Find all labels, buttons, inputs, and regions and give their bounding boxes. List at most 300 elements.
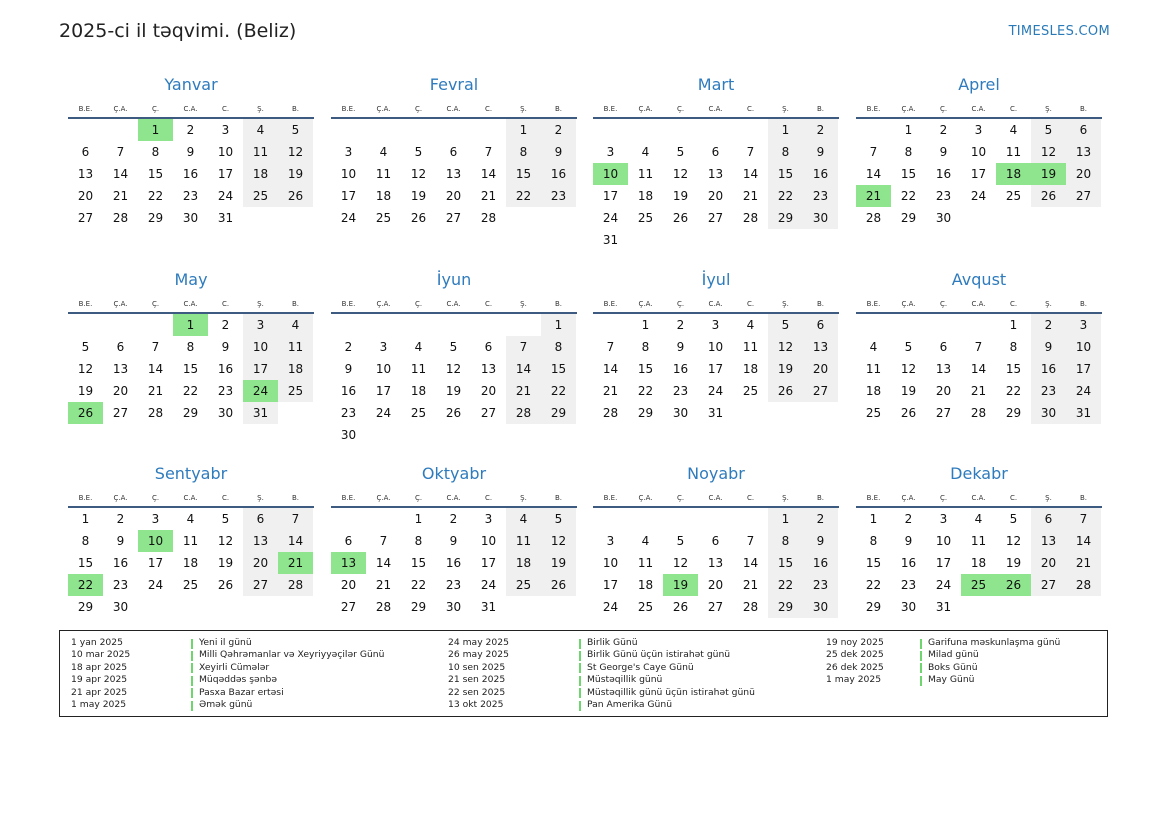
day-cell: 23 <box>803 574 838 596</box>
day-cell: 17 <box>602 189 619 203</box>
day-cell: 18 <box>970 556 987 570</box>
day-cell: 17 <box>935 556 952 570</box>
weekday-header <box>593 490 839 508</box>
day-cell: 24 <box>1066 380 1101 402</box>
day-cell: 12 <box>672 556 689 570</box>
empty-cell <box>506 596 541 618</box>
weekday-label: B.E. <box>866 300 881 308</box>
day-cell: 17 <box>217 167 234 181</box>
day-cell: 13 <box>445 167 462 181</box>
day-cell: 3 <box>606 534 615 548</box>
day-cell: 19 <box>278 163 313 185</box>
weekday-label: Ç. <box>414 300 423 308</box>
day-cell: 8 <box>541 336 576 358</box>
day-cell: 2 <box>221 318 230 332</box>
day-cell: 4 <box>506 508 541 530</box>
day-cell: 4 <box>869 340 878 354</box>
day-cell: 8 <box>186 340 195 354</box>
day-cell: 12 <box>768 336 803 358</box>
day-cell: 7 <box>974 340 983 354</box>
day-cell: 6 <box>803 314 838 336</box>
week-row <box>68 574 314 596</box>
day-cell: 12 <box>900 362 917 376</box>
day-cell: 18 <box>278 358 313 380</box>
day-cell: 10 <box>1066 336 1101 358</box>
holiday-date: 10 mar 2025 <box>71 649 131 661</box>
holiday-date: 13 okt 2025 <box>448 699 504 710</box>
day-cell: 2 <box>541 119 576 141</box>
week-row <box>331 119 577 141</box>
day-cell: 13 <box>112 362 129 376</box>
day-cell: 20 <box>480 384 497 398</box>
month-block <box>331 74 577 229</box>
day-cell: 1 <box>138 119 173 141</box>
empty-cell <box>506 314 541 336</box>
day-cell: 19 <box>1005 556 1022 570</box>
day-cell: 6 <box>116 340 125 354</box>
day-cell: 6 <box>939 340 948 354</box>
day-cell: 12 <box>541 530 576 552</box>
day-cell: 2 <box>803 508 838 530</box>
day-cell: 22 <box>865 578 882 592</box>
day-cell: 8 <box>414 534 423 548</box>
week-row <box>856 596 1102 618</box>
day-cell: 23 <box>672 384 689 398</box>
day-cell: 5 <box>676 534 685 548</box>
day-cell: 2 <box>186 123 195 137</box>
empty-cell <box>996 207 1031 229</box>
day-cell: 24 <box>602 211 619 225</box>
day-cell: 20 <box>1066 163 1101 185</box>
day-cell: 30 <box>1031 402 1066 424</box>
day-cell: 18 <box>410 384 427 398</box>
week-row <box>856 508 1102 530</box>
day-cell: 9 <box>449 534 458 548</box>
weekday-label: B. <box>1079 300 1088 308</box>
day-cell: 25 <box>1005 189 1022 203</box>
day-cell: 3 <box>711 318 720 332</box>
day-cell: 6 <box>344 534 353 548</box>
weekday-label: B. <box>1079 494 1088 502</box>
weekday-label: B. <box>554 300 563 308</box>
day-cell: 26 <box>278 185 313 207</box>
day-cell: 15 <box>637 362 654 376</box>
day-cell: 12 <box>410 167 427 181</box>
empty-cell <box>401 119 436 141</box>
day-cell: 30 <box>182 211 199 225</box>
weekday-label: C.A. <box>971 494 986 502</box>
day-cell: 20 <box>77 189 94 203</box>
day-cell: 15 <box>865 556 882 570</box>
day-cell: 2 <box>939 123 948 137</box>
day-cell: 18 <box>742 362 759 376</box>
day-cell: 25 <box>742 384 759 398</box>
holiday-marker <box>579 688 581 698</box>
day-cell: 1 <box>414 512 423 526</box>
day-cell: 14 <box>742 556 759 570</box>
week-row <box>331 530 577 552</box>
day-cell: 23 <box>340 406 357 420</box>
day-cell: 4 <box>641 534 650 548</box>
empty-cell <box>506 207 541 229</box>
day-cell: 19 <box>217 556 234 570</box>
week-row <box>68 508 314 530</box>
week-row <box>856 574 1102 596</box>
weekday-label: C. <box>484 300 493 308</box>
holiday-name: Müstəqillik günü üçün istirahət günü <box>587 686 755 698</box>
weekday-label: C.A. <box>708 105 723 113</box>
day-cell: 7 <box>484 145 493 159</box>
day-cell: 15 <box>410 556 427 570</box>
day-cell: 7 <box>116 145 125 159</box>
day-cell: 16 <box>900 556 917 570</box>
weekday-label: C. <box>484 105 493 113</box>
month-name: Aprel <box>958 75 1000 94</box>
holiday-marker <box>920 663 922 673</box>
weekday-label: C.A. <box>708 494 723 502</box>
empty-cell <box>138 596 173 618</box>
day-cell: 2 <box>676 318 685 332</box>
week-row <box>331 508 577 530</box>
empty-cell <box>331 508 366 530</box>
day-cell: 16 <box>182 167 199 181</box>
week-row <box>68 358 314 380</box>
day-cell: 19 <box>672 189 689 203</box>
weekday-label: Ş. <box>1045 494 1052 502</box>
weekday-label: Ş. <box>520 105 527 113</box>
day-cell: 5 <box>278 119 313 141</box>
day-cell: 23 <box>445 578 462 592</box>
week-row <box>331 141 577 163</box>
week-row <box>68 163 314 185</box>
empty-cell <box>628 508 663 530</box>
day-cell: 8 <box>768 141 803 163</box>
day-cell: 7 <box>606 340 615 354</box>
weekday-label: C.A. <box>183 494 198 502</box>
day-cell: 27 <box>480 406 497 420</box>
day-cell: 28 <box>742 211 759 225</box>
holiday-date: 22 sen 2025 <box>448 686 506 698</box>
week-row <box>856 314 1102 336</box>
weekday-header <box>68 490 314 508</box>
day-cell: 20 <box>803 358 838 380</box>
holiday-marker <box>920 639 922 649</box>
weekday-header <box>68 296 314 314</box>
holiday-name: St George's Caye Günü <box>587 661 694 673</box>
empty-cell <box>961 207 996 229</box>
day-cell: 11 <box>970 534 987 548</box>
day-cell: 4 <box>278 314 313 336</box>
day-cell: 26 <box>996 574 1031 596</box>
weekday-label: B. <box>816 494 825 502</box>
day-cell: 28 <box>375 600 392 614</box>
day-cell: 10 <box>138 530 173 552</box>
day-cell: 16 <box>445 556 462 570</box>
day-cell: 19 <box>768 358 803 380</box>
day-cell: 15 <box>506 163 541 185</box>
empty-cell <box>208 596 243 618</box>
month-name: Yanvar <box>164 75 218 94</box>
day-cell: 18 <box>637 578 654 592</box>
weekday-label: Ş. <box>782 494 789 502</box>
day-cell: 20 <box>243 552 278 574</box>
weekday-label: Ç. <box>676 105 685 113</box>
day-cell: 21 <box>856 185 891 207</box>
weekday-label: C.A. <box>183 300 198 308</box>
day-cell: 16 <box>803 163 838 185</box>
day-cell: 25 <box>637 211 654 225</box>
month-name: May <box>174 270 208 289</box>
day-cell: 19 <box>445 384 462 398</box>
week-row <box>331 402 577 424</box>
day-cell: 27 <box>1031 574 1066 596</box>
day-cell: 12 <box>1031 141 1066 163</box>
day-cell: 29 <box>637 406 654 420</box>
day-cell: 28 <box>112 211 129 225</box>
day-cell: 20 <box>340 578 357 592</box>
day-cell: 1 <box>81 512 90 526</box>
holiday-date: 21 sen 2025 <box>448 674 506 686</box>
weekday-label: C.A. <box>708 300 723 308</box>
day-cell: 27 <box>935 406 952 420</box>
day-cell: 13 <box>480 362 497 376</box>
day-cell: 27 <box>803 380 838 402</box>
day-cell: 30 <box>803 207 838 229</box>
month-block <box>856 463 1102 618</box>
week-row <box>68 141 314 163</box>
weekday-label: C. <box>746 300 755 308</box>
day-cell: 29 <box>900 211 917 225</box>
day-cell: 6 <box>243 508 278 530</box>
week-row <box>593 380 839 402</box>
day-cell: 23 <box>803 185 838 207</box>
day-cell: 5 <box>541 508 576 530</box>
day-cell: 28 <box>480 211 497 225</box>
weekday-label: Ç. <box>939 105 948 113</box>
week-row <box>68 552 314 574</box>
day-cell: 29 <box>768 207 803 229</box>
day-cell: 16 <box>672 362 689 376</box>
day-cell: 17 <box>602 578 619 592</box>
day-cell: 12 <box>278 141 313 163</box>
day-cell: 11 <box>182 534 199 548</box>
day-cell: 1 <box>904 123 913 137</box>
empty-cell <box>628 229 663 251</box>
holiday-name: Milad günü <box>928 649 979 661</box>
month-block <box>331 463 577 618</box>
week-row <box>68 380 314 402</box>
empty-cell <box>803 229 838 251</box>
day-cell: 9 <box>904 534 913 548</box>
weekday-label: C. <box>221 105 230 113</box>
day-cell: 30 <box>803 596 838 618</box>
day-cell: 11 <box>243 141 278 163</box>
day-cell: 27 <box>707 600 724 614</box>
holiday-marker <box>191 639 193 649</box>
day-cell: 22 <box>410 578 427 592</box>
weekday-label: B.E. <box>603 300 618 308</box>
empty-cell <box>68 314 103 336</box>
day-cell: 24 <box>243 380 278 402</box>
day-cell: 9 <box>803 141 838 163</box>
day-cell: 29 <box>410 600 427 614</box>
day-cell: 15 <box>77 556 94 570</box>
empty-cell <box>891 314 926 336</box>
day-cell: 3 <box>344 145 353 159</box>
weekday-label: B. <box>554 105 563 113</box>
day-cell: 29 <box>1005 406 1022 420</box>
week-row <box>68 596 314 618</box>
week-row <box>331 424 577 446</box>
day-cell: 25 <box>637 600 654 614</box>
month-block <box>331 269 577 446</box>
empty-cell <box>541 207 576 229</box>
empty-cell <box>1031 596 1066 618</box>
day-cell: 11 <box>375 167 392 181</box>
empty-cell <box>961 314 996 336</box>
holiday-marker <box>579 651 581 661</box>
day-cell: 22 <box>768 574 803 596</box>
empty-cell <box>366 424 401 446</box>
weekday-label: C. <box>746 494 755 502</box>
day-cell: 22 <box>541 380 576 402</box>
day-cell: 13 <box>1066 141 1101 163</box>
month-name: Mart <box>697 75 735 94</box>
holiday-marker <box>920 676 922 686</box>
weekday-label: Ç.A. <box>638 105 653 113</box>
day-cell: 1 <box>869 512 878 526</box>
weekday-label: B.E. <box>603 105 618 113</box>
empty-cell <box>663 229 698 251</box>
weekday-label: Ç. <box>676 300 685 308</box>
holiday-marker <box>579 676 581 686</box>
weekday-label: Ş. <box>520 494 527 502</box>
week-row <box>68 402 314 424</box>
month-block <box>68 463 314 618</box>
holiday-marker <box>191 688 193 698</box>
day-cell: 17 <box>707 362 724 376</box>
week-row <box>593 119 839 141</box>
day-cell: 31 <box>243 402 278 424</box>
day-cell: 25 <box>375 211 392 225</box>
day-cell: 14 <box>602 362 619 376</box>
day-cell: 17 <box>340 189 357 203</box>
empty-cell <box>926 314 961 336</box>
empty-cell <box>471 119 506 141</box>
holiday-marker <box>191 701 193 711</box>
week-row <box>593 552 839 574</box>
empty-cell <box>768 229 803 251</box>
week-row <box>331 574 577 596</box>
day-cell: 3 <box>939 512 948 526</box>
holiday-date: 19 noy 2025 <box>826 637 884 648</box>
week-row <box>593 336 839 358</box>
week-row <box>593 141 839 163</box>
week-row <box>856 552 1102 574</box>
day-cell: 29 <box>541 402 576 424</box>
day-cell: 13 <box>707 556 724 570</box>
week-row <box>856 336 1102 358</box>
weekday-label: Ç.A. <box>638 300 653 308</box>
holiday-name: Milli Qəhrəmanlar və Xeyriyyəçilər Günü <box>199 649 385 661</box>
day-cell: 7 <box>746 145 755 159</box>
day-cell: 8 <box>904 145 913 159</box>
day-cell: 12 <box>1005 534 1022 548</box>
weekday-header <box>856 101 1102 119</box>
day-cell: 22 <box>147 189 164 203</box>
empty-cell <box>996 596 1031 618</box>
day-cell: 14 <box>742 167 759 181</box>
day-cell: 10 <box>593 163 628 185</box>
empty-cell <box>506 424 541 446</box>
day-cell: 13 <box>243 530 278 552</box>
week-row <box>331 163 577 185</box>
day-cell: 4 <box>641 145 650 159</box>
weekday-label: C. <box>1009 300 1018 308</box>
day-cell: 26 <box>68 402 103 424</box>
weekday-label: B. <box>816 105 825 113</box>
weekday-label: B. <box>816 300 825 308</box>
month-block <box>856 74 1102 229</box>
day-cell: 28 <box>278 574 313 596</box>
day-cell: 28 <box>506 402 541 424</box>
day-cell: 2 <box>803 119 838 141</box>
weekday-label: Ç. <box>151 494 160 502</box>
day-cell: 4 <box>974 512 983 526</box>
empty-cell <box>1066 207 1101 229</box>
weekday-label: B. <box>291 105 300 113</box>
day-cell: 29 <box>865 600 882 614</box>
day-cell: 31 <box>217 211 234 225</box>
day-cell: 15 <box>147 167 164 181</box>
day-cell: 19 <box>900 384 917 398</box>
holiday-marker <box>191 651 193 661</box>
empty-cell <box>331 314 366 336</box>
month-block <box>593 74 839 251</box>
day-cell: 8 <box>641 340 650 354</box>
day-cell: 14 <box>375 556 392 570</box>
holiday-marker <box>579 663 581 673</box>
week-row <box>593 358 839 380</box>
day-cell: 22 <box>900 189 917 203</box>
weekday-label: C.A. <box>183 105 198 113</box>
empty-cell <box>173 596 208 618</box>
day-cell: 5 <box>449 340 458 354</box>
day-cell: 1 <box>1009 318 1018 332</box>
day-cell: 7 <box>746 534 755 548</box>
month-block <box>856 269 1102 424</box>
day-cell: 23 <box>935 189 952 203</box>
week-row <box>593 530 839 552</box>
empty-cell <box>663 119 698 141</box>
weekday-label: C. <box>221 494 230 502</box>
weekday-label: C.A. <box>971 300 986 308</box>
day-cell: 6 <box>1031 508 1066 530</box>
month-name: İyul <box>701 270 731 289</box>
day-cell: 1 <box>768 119 803 141</box>
day-cell: 4 <box>746 318 755 332</box>
day-cell: 14 <box>1066 530 1101 552</box>
empty-cell <box>593 508 628 530</box>
brand-link[interactable]: TIMESLES.COM <box>1008 24 1110 39</box>
weekday-label: C.A. <box>446 300 461 308</box>
day-cell: 22 <box>182 384 199 398</box>
day-cell: 24 <box>970 189 987 203</box>
holiday-name: Birlik Günü <box>587 637 638 648</box>
weekday-label: Ş. <box>782 105 789 113</box>
day-cell: 22 <box>68 574 103 596</box>
day-cell: 7 <box>278 508 313 530</box>
